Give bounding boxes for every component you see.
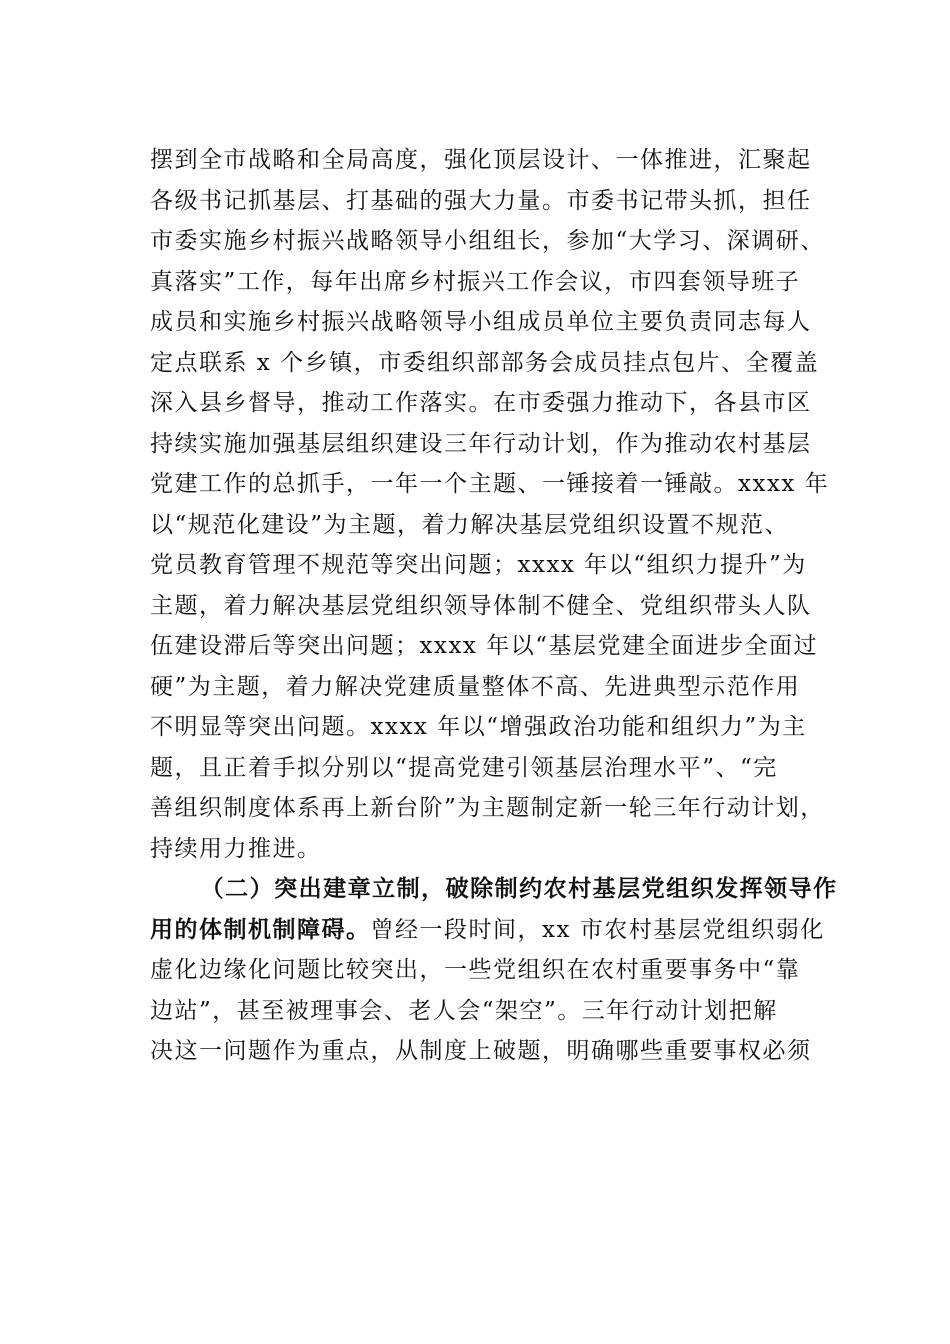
paragraph-line: 持续实施加强基层组织建设三年行动计划，作为推动农村基层 xyxy=(150,430,812,457)
document-body xyxy=(150,140,850,1072)
paragraph-line: 党员教育管理不规范等突出问题；xxxx 年以“组织力提升”为 xyxy=(150,552,807,578)
paragraph-line: 硬”为主题，着力解决党建质量整体不高、先进典型示范作用 xyxy=(150,673,801,700)
paragraph-line: 以“规范化建设”为主题，着力解决基层党组织设置不规范、 xyxy=(150,511,790,538)
paragraph-line: 持续用力推进。 xyxy=(150,835,322,862)
paragraph-line: 市委实施乡村振兴战略领导小组组长，参加“大学习、深调研、 xyxy=(150,228,825,254)
paragraph-line: 虚化边缘化问题比较突出，一些党组织在农村重要事务中“靠 xyxy=(150,957,801,983)
section-heading-line xyxy=(150,869,850,910)
paragraph-line: 善组织制度体系再上新台阶”为主题制定新一轮三年行动计划， xyxy=(150,795,825,821)
paragraph-line xyxy=(150,910,850,951)
paragraph-line: 摆到全市战略和全局高度，强化顶层设计、一体推进，汇聚起 xyxy=(150,147,812,173)
paragraph-line: 题，且正着手拟分别以“提高党建引领基层治理水平”、“完 xyxy=(150,754,778,781)
section-heading: （二）突出建章立制，破除制约农村基层党组织发挥领导作 xyxy=(200,875,838,902)
section-heading-continued: 用的体制机制障碍。 xyxy=(150,915,371,943)
paragraph-line: 党建工作的总抓手，一年一个主题、一锤接着一锤敲。xxxx 年 xyxy=(150,471,830,497)
paragraph-text: 曾经一段时间，xx 市农村基层党组织弱化 xyxy=(370,916,825,943)
paragraph-line: 各级书记抓基层、打基础的强大力量。市委书记带头抓，担任 xyxy=(150,187,812,214)
paragraph-line: 定点联系 x 个乡镇，市委组织部部务会成员挂点包片、全覆盖 xyxy=(150,349,820,376)
paragraph-line: 成员和实施乡村振兴战略领导小组成员单位主要负责同志每人 xyxy=(150,309,812,335)
paragraph-line: 深入县乡督导，推动工作落实。在市委强力推动下，各县市区 xyxy=(150,390,812,416)
paragraph-line: 主题，着力解决基层党组织领导体制不健全、党组织带头人队 xyxy=(150,592,812,619)
paragraph-line: 边站”，甚至被理事会、老人会“架空”。三年行动计划把解 xyxy=(150,997,778,1024)
paragraph-line: 伍建设滞后等突出问题；xxxx 年以“基层党建全面进步全面过 xyxy=(150,633,818,659)
paragraph-line: 决这一问题作为重点，从制度上破题，明确哪些重要事权必须 xyxy=(150,1038,812,1064)
paragraph-line: 真落实”工作，每年出席乡村振兴工作会议，市四套领导班子 xyxy=(150,268,801,295)
paragraph-line: 不明显等突出问题。xxxx 年以“增强政治功能和组织力”为主 xyxy=(150,714,807,740)
